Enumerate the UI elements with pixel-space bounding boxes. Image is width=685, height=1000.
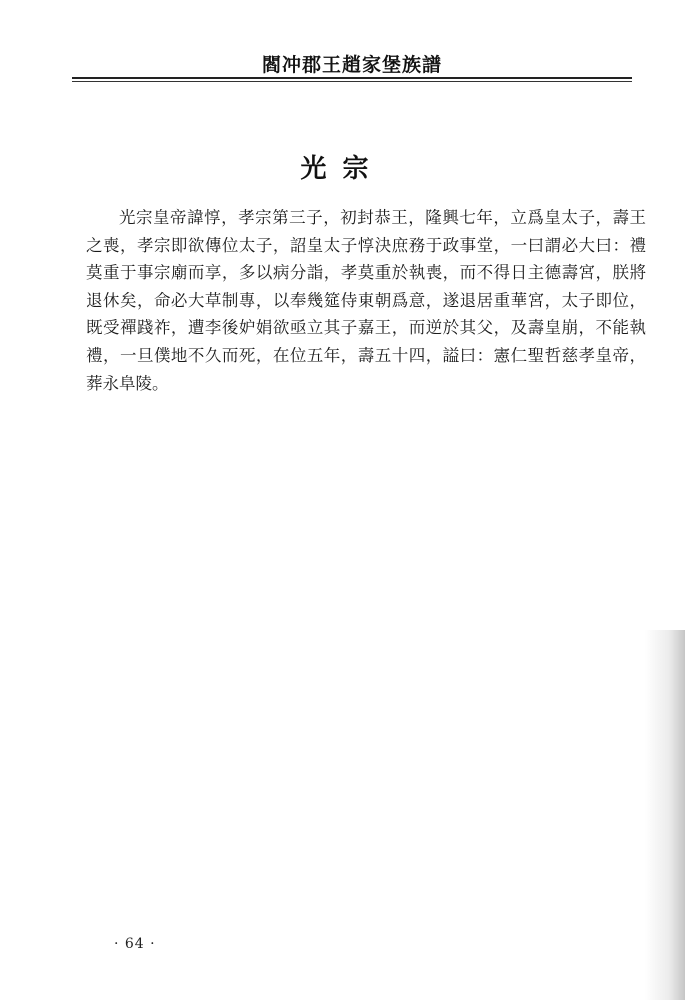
- body-paragraph: 光宗皇帝諱惇，孝宗第三子，初封恭王，隆興七年，立爲皇太子，壽王之喪，孝宗即欲傳位太子，詔皇太子惇決庶務于政事堂，一曰謂必大曰：禮莫重于事宗廟而享，多以病分詣，孝莫重於執喪，而不得日主德壽宮，朕將退休矣，命必大草制專，以奉幾筵侍東朝爲意，遂退居重華宮，太子即位，既受禪踐祚，遭李後妒娟欲亟立其子嘉王，而逆於其父，及壽皇崩，不能執禮，一旦僕地不久而死，在位五年，壽五十四，謚曰：憲仁聖哲慈孝皇帝，葬永阜陵。: [86, 208, 646, 393]
- scan-shadow: [645, 630, 685, 1000]
- header-rule-thin: [72, 81, 632, 82]
- running-header: [72, 48, 632, 78]
- header-rule: [72, 77, 632, 79]
- page-number: · 64 ·: [114, 936, 156, 952]
- header-title: 閻冲郡王趙家堡族譜: [261, 54, 442, 76]
- chapter-title: 光宗: [300, 154, 385, 184]
- body-text: [86, 204, 646, 397]
